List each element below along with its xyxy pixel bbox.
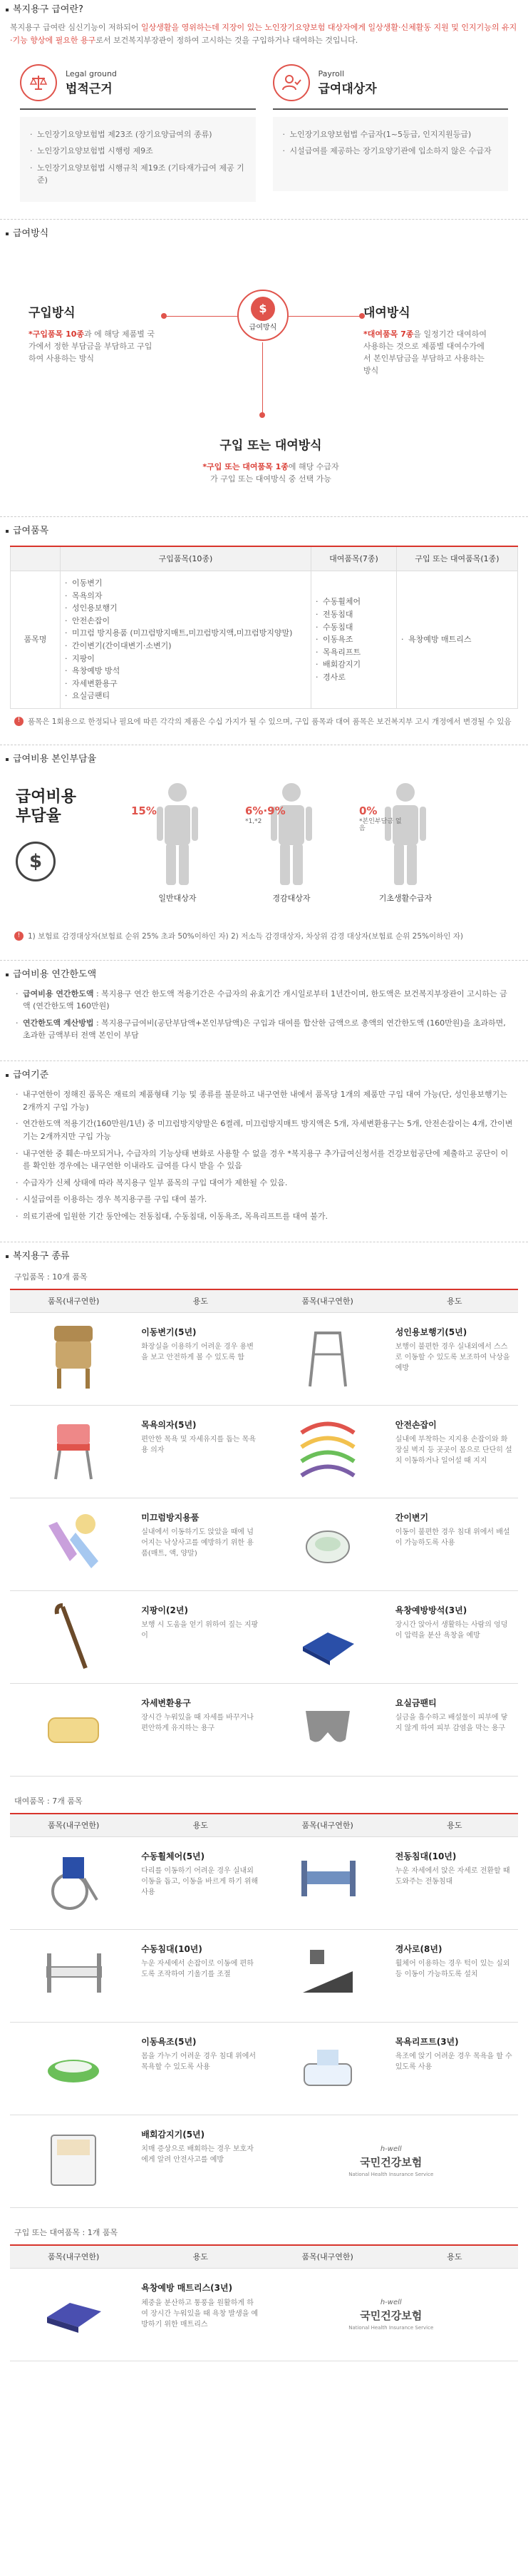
info-icon: ! [14,717,24,726]
product-name: 미끄럼방지용품 [141,1512,200,1523]
table-row [10,1836,518,1929]
list-item: · 노인장기요양보험법 제23조 (장기요양급여의 종류) [30,128,246,140]
person-icon [131,781,224,888]
list-item: · 지팡이 [65,653,306,665]
burden-group [131,781,224,904]
limit-section-title: 급여비용 연간한도액 [0,966,528,983]
divider [0,960,528,961]
list-item: · 안전손잡이 [65,615,306,628]
list-item: · 수동휠체어 [316,596,392,608]
burden-group [245,781,338,904]
product-name: 자세변환용구 [141,1697,191,1708]
payroll-card [273,64,509,201]
product-desc: 보행 시 도움을 얻기 위하여 짚는 지팡이 [141,1621,259,1640]
nhis-logo: h-well 국민건강보험 National Health Insurance Service [348,2298,434,2331]
bullet-icon [6,232,9,235]
bullet-icon [6,9,9,11]
bath-chair-icon [14,1411,133,1490]
product-name: 이동욕조(5년) [141,2036,197,2047]
dollar-icon: $ [16,842,56,881]
list-item: · 배회감지기 [316,658,392,671]
product-name: 목욕리프트(3년) [395,2036,459,2047]
anti-slip-icon [14,1504,133,1583]
mattress-icon [14,2274,133,2353]
product-name: 배회감지기(5년) [141,2129,205,2140]
walker-icon [269,1319,387,1397]
burden-group [359,781,452,904]
both-method: 구입 또는 대여방식 *구입 또는 대여품목 1종에 해당 수급자가 구입 또는 대여방식 중 선택 가능 [202,438,339,484]
items-note: ! 품목은 1회용으로 한정되나 필요에 따른 각각의 제품은 수십 가지가 될 수 있으며, 구입 품목과 대여 품목은 보건복지부 고시 개정에서 변경될 수 있음 [0,709,528,735]
ramp-icon [269,1936,387,2014]
burden-label: 일반대상자 [158,894,197,904]
product-desc: 장시간 앉아서 생활하는 사람의 엉덩이 압력을 분산 욕창을 예방 [395,1621,508,1640]
table-header-row [10,1814,518,1837]
criteria-list [0,1084,528,1231]
burden-rate: 6%·9% *1,*2 [245,804,286,825]
table-row [10,1683,518,1776]
bullet-icon [6,758,9,761]
divider [0,1060,528,1061]
list-item: · 연간한도액 계산방법 : 복지용구급여비(공단부담액+본인부담액)은 구입과 대여를 합산한 금액으로 총액의 연간한도액 (160만원)을 초과하면, 초과한 금액부터 전액 본인이 부담 [14,1017,514,1042]
intro-text: 복지용구 급여란 심신기능이 저하되어 일상생활을 영위하는데 지장이 있는 노인장기요양보험 대상자에게 일상생활·신체활동 지원 및 인지기능의 유지·기능 향상에 필요한 용구로서 보건복지부장관이 정하여 고시하는 것을 구입하거나 대여하는 것입니다. [10,23,517,46]
product-desc: 다리를 이동하기 어려운 경우 실내외 이동을 돕고, 이동을 바르게 하기 위해 사용 [141,1867,259,1897]
col-item-header: 품목(내구연한) [10,2245,137,2269]
purchase-method: 구입방식 *구입품목 10종과 에 해당 제품별 국가에서 정한 부담금을 부담하고 구입하여 사용하는 방식 [29,305,155,364]
col-rental: 대여품목(7종) [311,546,397,571]
payroll-title: 급여대상자 [318,81,377,96]
list-item: · 수동침대 [316,621,392,634]
list-item: · 시설급여를 이용하는 경우 복지용구를 구입 대여 불가. [14,1193,514,1206]
coin-icon: $ [251,297,275,321]
product-name: 간이변기 [395,1512,429,1523]
connector-right [289,316,362,317]
table-row [10,1312,518,1405]
purchase-list [65,577,306,702]
nhis-logo: h-well 국민건강보험 National Health Insurance Service [348,2145,434,2178]
cane-icon [14,1597,133,1675]
row-label: 품목명 [11,571,61,708]
commode-icon [14,1319,133,1397]
list-item: · 자세변환용구 [65,678,306,690]
product-name: 목욕의자(5년) [141,1419,197,1430]
bullet-icon [6,530,9,533]
col-use-header: 용도 [391,1814,518,1837]
list-item: · 노인장기요양보험법 수급자(1~5등급, 인지지원등급) [283,128,499,140]
burden-rate: 15% [131,804,157,818]
table-row [11,571,518,708]
burden-section-title: 급여비용 본인부담율 [0,751,528,768]
burden-label: 경감대상자 [272,894,311,904]
person-icon [359,781,452,888]
method-section-title: 급여방식 [0,225,528,242]
page-title-row [0,0,528,19]
brief-icon [269,1690,387,1768]
purchase-label: 구입품목 : 10개 품목 [14,1272,88,1282]
bullet-icon [6,1074,9,1077]
col-use-header: 용도 [137,1289,264,1313]
table-header-row [11,546,518,571]
urinal-icon [269,1504,387,1583]
info-icon: ! [14,931,24,941]
list-item: · 노인장기요양보험법 시행규칙 제19조 (기타재가급여 제공 기준) [30,162,246,186]
product-desc: 실내에 부착하는 지지용 손잡이와 화장실 벽지 등 곳곳이 몸으로 단단히 설치 이동하거나 일어설 때 지지 [395,1436,512,1466]
product-name: 욕창예방방석(3년) [395,1605,467,1615]
product-desc: 누운 자세에서 손잡이로 이동에 편하도록 조작하여 기울기를 조절 [141,1960,254,1979]
product-desc: 욕조에 앉기 어려운 경우 목욕을 할 수 있도록 사용 [395,2053,512,2072]
both-list [401,633,513,646]
list-item: · 수급자가 신체 상태에 따라 복지용구 일부 품목의 구입 대여가 제한될 수 있음. [14,1177,514,1190]
product-desc: 화장실을 이용하기 어려운 경우 용변을 보고 안전하게 볼 수 있도록 함 [141,1343,254,1362]
burden-label: 기초생활수급자 [378,894,433,904]
method-diagram [0,242,528,506]
product-name: 요실금팬티 [395,1697,437,1708]
rental-products-table [10,1813,518,2208]
product-desc: 치매 증상으로 배회하는 경우 보호자에게 알려 안전사고를 예방 [141,2145,254,2164]
bullet-icon [6,1255,9,1258]
manual-bed-icon [14,1936,133,2014]
list-item: · 목욕리프트 [316,646,392,659]
col-item-header: 품목(내구연한) [264,2245,391,2269]
electric-bed-icon [269,1843,387,1921]
rental-label: 대여품목 : 7개 품목 [14,1796,83,1806]
product-desc: 체중을 분산하고 통풍을 원활하게 하여 장시간 누워있을 때 욕창 발생을 예방하기 위한 매트리스 [141,2299,259,2329]
list-item: · 급여비용 연간한도액 : 복지용구 연간 한도액 적용기간은 수급자의 유효기간 개시일로부터 1년간이며, 한도액은 보건복지부장관이 고시하는 금액 (연간한도액 160만원) [14,988,514,1013]
col-use-header: 용도 [391,1289,518,1313]
col-use-header: 용도 [391,2245,518,2269]
col-item-header: 품목(내구연한) [264,1289,391,1313]
wander-detector-icon [14,2121,133,2199]
list-item: · 내구연한 중 훼손·마모되거나, 수급자의 기능상태 변화로 사용할 수 없을 경우 *복지용구 추가급여신청서를 건강보험공단에 제출하고 공단이 이를 확인한 경우에는 내구연한 이내라도 급여를 다시 받을 수 있음 [14,1148,514,1172]
list-item: · 이동변기 [65,577,306,590]
node-dot [259,412,265,418]
legal-list [20,117,256,201]
connector-left [164,316,237,317]
list-item: · 노인장기요양보험법 시행령 제9조 [30,145,246,157]
list-item: · 연간한도액 적용기간(160만원/1년) 중 미끄럼방지양말은 6켤레, 미끄럼방지매트 방지액은 5개, 자세변환용구는 5개, 안전손잡이는 4개, 간이변기는 2개까지만 구입 가능 [14,1118,514,1143]
table-row [10,1405,518,1498]
both-products-table [10,2244,518,2361]
list-item: · 미끄럼 방지용품 (미끄럼방지매트,미끄럼방지액,미끄럼방지양말) [65,627,306,640]
payroll-en: Payroll [318,68,345,78]
portable-bath-icon [14,2028,133,2107]
items-section-title: 급여품목 [0,523,528,540]
divider [0,219,528,220]
list-item: · 전동침대 [316,608,392,621]
col-purchase: 구입품목(10종) [61,546,311,571]
table-row [10,1929,518,2022]
product-name: 욕창예방 매트리스(3년) [141,2282,233,2293]
cushion-icon [269,1597,387,1675]
intro-highlight: 일상생활을 영위하는데 지장이 있는 노인장기요양보험 대상자에게 일상생활·신체활동 지원 및 인지기능의 유지·기능 향상에 필요한 용구 [10,23,517,46]
connector-down [262,342,263,414]
node-dot [161,313,167,319]
col-use-header: 용도 [137,1814,264,1837]
col-item-header: 품목(내구연한) [10,1814,137,1837]
user-check-icon [273,64,310,101]
product-desc: 몸을 가누기 어려운 경우 침대 위에서 목욕할 수 있도록 사용 [141,2053,257,2072]
list-item: · 시설급여를 제공하는 장기요양기관에 입소하지 않은 수급자 [283,145,499,157]
product-desc: 편안한 목욕 및 자세유지를 돕는 목욕용 의자 [141,1436,257,1455]
wheelchair-icon [14,1843,133,1921]
basis-section [0,54,528,208]
legal-title: 법적근거 [66,81,113,96]
burden-note: ! 1) 보험료 감경대상자(보험료 순위 25% 초과 50%이하인 자) 2) 저소득 감경대상자, 차상위 감경 대상자(보험료 순위 25%이하인 자) [0,924,528,949]
product-desc: 장시간 누워있을 때 자세를 바꾸거나 편안하게 유지하는 용구 [141,1714,254,1733]
table-row [10,2115,518,2207]
list-item: · 욕창예방 매트리스 [401,633,513,646]
rental-list [316,596,392,683]
burden-heading: 급여비용 부담율 [16,788,77,825]
payroll-list [273,117,509,191]
table-row [10,1590,518,1683]
legal-en: Legal ground [66,68,117,78]
col-item-header: 품목(내구연한) [10,1289,137,1313]
table-row [10,1498,518,1590]
product-name: 성인용보행기(5년) [395,1327,467,1337]
bath-lift-icon [269,2028,387,2107]
rental-method: 대여방식 *대여품목 7종을 일정기간 대여하여 사용하는 것으로 제품별 대여수가에서 본인부담금을 부담하고 사용하는 방식 [363,305,487,376]
limit-list [0,983,528,1051]
product-name: 수동침대(10년) [141,1943,202,1954]
scale-icon [20,64,57,101]
criteria-section-title: 급여기준 [0,1067,528,1084]
col-item-header: 품목(내구연한) [264,1814,391,1837]
positioning-icon [14,1690,133,1768]
burden-graphic [10,774,518,924]
items-table [10,546,518,709]
list-item: · 경사로 [316,671,392,684]
grab-bar-icon [269,1411,387,1490]
product-desc: 누운 자세에서 앉은 자세로 전환할 때 도와주는 전동침대 [395,1867,510,1886]
list-item: · 성인용보행기 [65,602,306,615]
table-header-row [10,1289,518,1313]
col-both: 구입 또는 대여품목(1종) [397,546,518,571]
list-item: · 목욕의자 [65,590,306,603]
product-desc: 실내에서 이동하기도 앉았을 때에 넘어지는 낙상사고를 예방하기 위한 용품(매트, 액, 양말) [141,1528,254,1558]
table-row [10,2022,518,2115]
product-desc: 보행이 불편한 경우 실내외에서 스스로 이동할 수 있도록 보조하여 낙상을 예방 [395,1343,510,1373]
product-name: 경사로(8년) [395,1943,442,1954]
list-item: · 의료기관에 입원한 기간 동안에는 전동침대, 수동침대, 이동욕조, 목욕리프트를 대여 불가. [14,1210,514,1223]
col-use-header: 용도 [137,2245,264,2269]
burden-rate: 0% *본인부담금 없음 [359,804,402,833]
page-title: 복지용구 급여란? [13,4,83,15]
list-item: · 간이변기(간이대변기·소변기) [65,640,306,653]
product-desc: 이동이 불편한 경우 침대 위에서 배설이 가능하도록 사용 [395,1528,510,1548]
legal-card [20,64,256,201]
list-item: · 이동욕조 [316,633,392,646]
product-name: 전동침대(10년) [395,1851,457,1861]
bullet-icon [6,973,9,976]
list-item: · 내구연한이 정해진 품목은 재료의 제품형태 기능 및 종류를 불문하고 내구연한 내에서 품목당 1개의 제품만 구입 대여 가능(단, 성인용보행기는 2개까지 구입 가능) [14,1088,514,1113]
method-center: $ 급여방식 [237,290,289,341]
table-header-row [10,2245,518,2269]
product-name: 수동휠체어(5년) [141,1851,205,1861]
product-desc: 실금을 흡수하고 배설물이 피부에 닿지 않게 하여 피부 감염을 막는 용구 [395,1714,508,1733]
list-item: · 욕창예방 방석 [65,665,306,678]
product-name: 지팡이(2년) [141,1605,188,1615]
both-label: 구입 또는 대여품목 : 1개 품목 [14,2227,118,2237]
types-section-title: 복지용구 종류 [0,1248,528,1265]
product-name: 이동변기(5년) [141,1327,197,1337]
purchase-products-table [10,1289,518,1777]
product-desc: 휠체어 이용하는 경우 턱이 있는 실외 등 이동이 가능하도록 설치 [395,1960,510,1979]
table-row [10,2268,518,2361]
divider [0,516,528,517]
product-name: 안전손잡이 [395,1419,437,1430]
person-icon [245,781,338,888]
list-item: · 요실금팬티 [65,690,306,702]
